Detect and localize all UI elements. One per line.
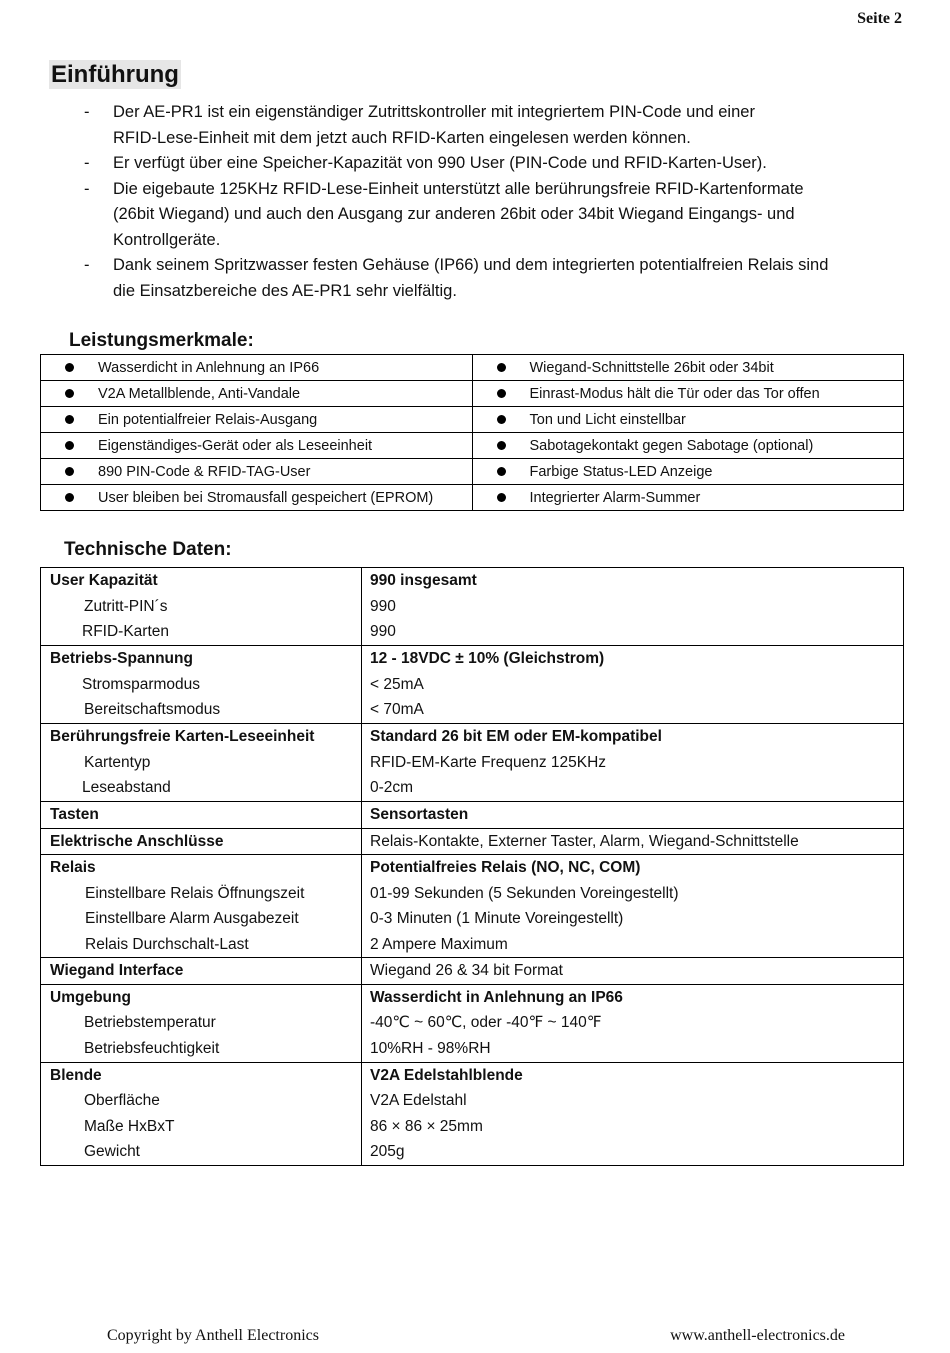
spec-value-cell [362, 646, 904, 724]
feature-text: Eigenständiges-Gerät oder als Leseeinheit [98, 437, 373, 454]
spec-label: Wiegand Interface [50, 962, 184, 979]
table-row [41, 459, 904, 485]
spec-value: 12 - 18VDC ± 10% (Gleichstrom) [370, 650, 605, 667]
spec-label: Berührungsfreie Karten-Leseeinheit [50, 728, 315, 745]
feature-cell [41, 485, 473, 511]
table-row [41, 485, 904, 511]
bullet-icon [497, 493, 506, 502]
table-row [41, 355, 904, 381]
table-row [41, 958, 904, 985]
spec-label: User Kapazität [50, 572, 158, 589]
spec-label-cell [41, 855, 362, 958]
bullet-icon [497, 389, 506, 398]
spec-value: Potentialfreies Relais (NO, NC, COM) [370, 859, 641, 876]
spec-label-cell [41, 568, 362, 646]
spec-value: < 25mA [370, 675, 424, 693]
feature-cell [41, 407, 473, 433]
table-row [41, 407, 904, 433]
table-row [41, 646, 904, 724]
intro-line: Dank seinem Spritzwasser festen Gehäuse (IP66) und dem integrierten potentialfreien Relais sind [113, 256, 829, 274]
spec-value: Sensortasten [370, 806, 469, 823]
spec-label-cell [41, 958, 362, 985]
spec-label-cell [41, 984, 362, 1062]
table-row [41, 381, 904, 407]
spec-value: Standard 26 bit EM oder EM-kompatibel [370, 728, 662, 745]
table-row [41, 1062, 904, 1165]
spec-label: Tasten [50, 806, 99, 823]
feature-cell [472, 355, 904, 381]
list-dash: - [84, 154, 90, 172]
spec-value: 0-3 Minuten (1 Minute Voreingestellt) [370, 910, 624, 927]
table-row [41, 568, 904, 646]
tech-table [40, 567, 904, 1166]
bullet-icon [65, 467, 74, 476]
spec-value: Relais-Kontakte, Externer Taster, Alarm, Wiegand-Schnittstelle [370, 832, 799, 850]
spec-sublabel: Leseabstand [82, 779, 171, 796]
intro-line: Kontrollgeräte. [113, 230, 221, 249]
list-dash: - [84, 179, 90, 198]
feature-text: Wiegand-Schnittstelle 26bit oder 34bit [529, 359, 774, 376]
bullet-icon [65, 493, 74, 502]
spec-label-cell [41, 802, 362, 829]
spec-value: 990 [370, 597, 396, 615]
feature-cell [472, 433, 904, 459]
feature-text: 890 PIN-Code & RFID-TAG-User [98, 463, 311, 480]
spec-value: < 70mA [370, 701, 424, 718]
list-dash: - [84, 256, 90, 274]
spec-sublabel: RFID-Karten [82, 623, 169, 640]
feature-cell [472, 407, 904, 433]
bullet-icon [497, 467, 506, 476]
spec-sublabel: Zutritt-PIN´s [84, 597, 168, 615]
spec-label: Betriebs-Spannung [50, 650, 193, 667]
footer-website: www.anthell-electronics.de [670, 1327, 845, 1344]
spec-value: 0-2cm [370, 779, 414, 796]
tech-heading: Technische Daten: [64, 539, 232, 560]
spec-value: 2 Ampere Maximum [370, 935, 508, 953]
spec-value-cell [362, 1062, 904, 1165]
intro-line: Er verfügt über eine Speicher-Kapazität von 990 User (PIN-Code und RFID-Karten-User). [113, 154, 767, 172]
table-row [41, 984, 904, 1062]
spec-value-cell [362, 855, 904, 958]
spec-label-cell [41, 646, 362, 724]
spec-value: RFID-EM-Karte Frequenz 125KHz [370, 753, 607, 771]
spec-value: 990 insgesamt [370, 572, 477, 589]
spec-label-cell [41, 1062, 362, 1165]
spec-value-cell [362, 724, 904, 802]
bullet-icon [65, 389, 74, 398]
spec-value: 10%RH - 98%RH [370, 1039, 491, 1057]
spec-label: Blende [50, 1066, 102, 1084]
feature-text: Sabotagekontakt gegen Sabotage (optional) [529, 437, 814, 454]
spec-sublabel: Betriebstemperatur [84, 1014, 216, 1031]
feature-text: User bleiben bei Stromausfall gespeichert (EPROM) [98, 489, 434, 506]
spec-value: 990 [370, 623, 396, 640]
intro-item [84, 151, 904, 177]
spec-sublabel: Maße HxBxT [84, 1117, 175, 1135]
spec-value: 205g [370, 1143, 405, 1160]
spec-sublabel: Betriebsfeuchtigkeit [84, 1039, 220, 1057]
bullet-icon [65, 441, 74, 450]
spec-sublabel: Einstellbare Alarm Ausgabezeit [85, 910, 299, 927]
bullet-icon [497, 363, 506, 372]
feature-cell [472, 485, 904, 511]
section-title-einfuehrung: Einführung [51, 61, 179, 88]
spec-value: 86 × 86 × 25mm [370, 1117, 483, 1135]
spec-value: V2A Edelstahlblende [370, 1066, 523, 1084]
spec-sublabel: Relais Durchschalt-Last [85, 935, 249, 953]
feature-cell [41, 459, 473, 485]
spec-label-cell [41, 724, 362, 802]
table-row [41, 828, 904, 855]
intro-item [84, 253, 904, 304]
page-number: Seite 2 [857, 10, 902, 27]
spec-label-cell [41, 828, 362, 855]
bullet-icon [497, 415, 506, 424]
spec-sublabel: Einstellbare Relais Öffnungszeit [85, 884, 305, 902]
table-row [41, 724, 904, 802]
intro-line: die Einsatzbereiche des AE-PR1 sehr vielfältig. [113, 281, 457, 300]
feature-cell [41, 355, 473, 381]
bullet-icon [65, 415, 74, 424]
intro-item [84, 100, 904, 151]
spec-label: Relais [50, 859, 96, 876]
feature-cell [41, 381, 473, 407]
list-dash: - [84, 103, 90, 121]
features-heading: Leistungsmerkmale: [69, 330, 254, 351]
feature-cell [472, 381, 904, 407]
intro-line: (26bit Wiegand) und auch den Ausgang zur anderen 26bit oder 34bit Wiegand Eingangs- und [113, 205, 795, 223]
spec-value: -40℃ ~ 60℃, oder -40℉ ~ 140℉ [370, 1014, 602, 1031]
spec-value-cell [362, 802, 904, 829]
spec-value: 01-99 Sekunden (5 Sekunden Voreingestellt) [370, 884, 679, 902]
spec-sublabel: Stromsparmodus [82, 675, 201, 693]
features-table [40, 354, 904, 511]
spec-value-cell [362, 984, 904, 1062]
intro-list [84, 100, 904, 304]
spec-value: Wasserdicht in Anlehnung an IP66 [370, 988, 623, 1006]
spec-value-cell [362, 828, 904, 855]
bullet-icon [65, 363, 74, 372]
spec-value-cell [362, 568, 904, 646]
spec-value: V2A Edelstahl [370, 1092, 467, 1109]
intro-line: RFID-Lese-Einheit mit dem jetzt auch RFID-Karten eingelesen werden können. [113, 128, 691, 147]
feature-text: Ein potentialfreier Relais-Ausgang [98, 411, 318, 428]
bullet-icon [497, 441, 506, 450]
intro-item [84, 177, 904, 254]
spec-label: Umgebung [50, 988, 131, 1006]
feature-cell [41, 433, 473, 459]
feature-text: V2A Metallblende, Anti-Vandale [98, 385, 301, 402]
spec-label: Elektrische Anschlüsse [50, 832, 224, 850]
spec-sublabel: Gewicht [84, 1143, 140, 1160]
feature-cell [472, 459, 904, 485]
feature-text: Ton und Licht einstellbar [529, 411, 686, 428]
table-row [41, 433, 904, 459]
spec-sublabel: Oberfläche [84, 1092, 160, 1109]
intro-line: Die eigebaute 125KHz RFID-Lese-Einheit unterstützt alle berührungsfreie RFID-Kartenformate [113, 179, 804, 198]
spec-sublabel: Bereitschaftsmodus [84, 701, 221, 718]
intro-line: Der AE-PR1 ist ein eigenständiger Zutrittskontroller mit integriertem PIN-Code und einer [113, 103, 755, 121]
feature-text: Integrierter Alarm-Summer [529, 489, 701, 506]
spec-value: Wiegand 26 & 34 bit Format [370, 962, 563, 979]
feature-text: Einrast-Modus hält die Tür oder das Tor offen [529, 385, 820, 402]
feature-text: Farbige Status-LED Anzeige [529, 463, 713, 480]
feature-text: Wasserdicht in Anlehnung an IP66 [98, 359, 320, 376]
table-row [41, 855, 904, 958]
table-row [41, 802, 904, 829]
spec-sublabel: Kartentyp [84, 753, 151, 771]
spec-value-cell [362, 958, 904, 985]
footer-copyright: Copyright by Anthell Electronics [107, 1327, 319, 1344]
